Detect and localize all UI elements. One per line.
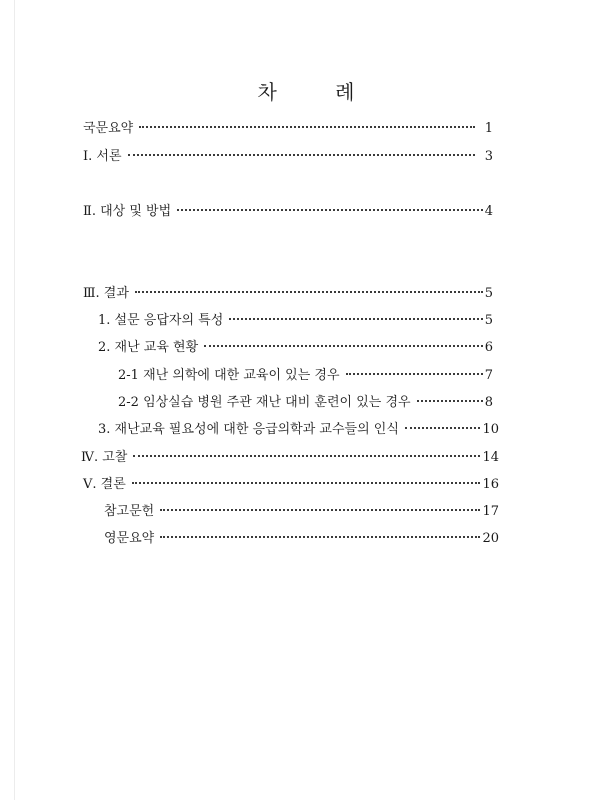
toc-entry-page: 8	[484, 395, 493, 410]
toc-entry-page: 20	[482, 531, 499, 546]
toc-entry-page: 4	[484, 204, 493, 219]
toc-dot-leader	[405, 427, 481, 429]
toc-dot-leader	[133, 455, 480, 457]
toc-entry-label: 2. 재난 교육 현황	[98, 340, 199, 355]
toc-dot-leader	[139, 126, 474, 128]
toc-dot-leader	[177, 209, 483, 211]
toc-entry-page: 5	[484, 286, 493, 301]
toc-entry-conclusion[interactable]	[83, 476, 499, 494]
toc-entry-english-abstract[interactable]	[104, 530, 499, 548]
toc-entry-label: 국문요약	[83, 121, 134, 136]
toc-entry-methods[interactable]	[83, 203, 493, 221]
toc-entry-page: 16	[482, 477, 499, 492]
toc-dot-leader	[128, 154, 475, 156]
toc-entry-respondent-characteristics[interactable]	[98, 312, 493, 330]
toc-entry-page: 5	[484, 313, 493, 328]
toc-entry-page: 6	[484, 340, 493, 355]
toc-entry-page: 10	[482, 422, 499, 437]
toc-entry-page: 14	[482, 450, 499, 465]
toc-entry-label: 참고문헌	[104, 504, 155, 519]
toc-entry-faculty-perception[interactable]	[98, 421, 499, 439]
toc-entry-label: 1. 설문 응답자의 특성	[98, 313, 224, 328]
toc-entry-page: 7	[484, 368, 493, 383]
toc-entry-references[interactable]	[104, 503, 499, 521]
toc-entry-page: 1	[484, 121, 493, 136]
page-edge-line	[14, 0, 15, 800]
toc-entry-discussion[interactable]	[81, 449, 499, 467]
toc-entry-korean-abstract[interactable]	[83, 120, 493, 138]
toc-dot-leader	[204, 345, 483, 347]
toc-entry-page: 17	[482, 504, 499, 519]
toc-entry-label: 3. 재난교육 필요성에 대한 응급의학과 교수들의 인식	[98, 422, 399, 437]
toc-dot-leader	[229, 318, 482, 320]
toc-entry-disaster-medicine-education[interactable]	[118, 367, 493, 385]
toc-entry-label: 2-2 임상실습 병원 주관 재난 대비 훈련이 있는 경우	[118, 395, 411, 410]
toc-title: 차 례	[257, 80, 381, 104]
toc-dot-leader	[160, 536, 480, 538]
toc-entry-hospital-disaster-drill[interactable]	[118, 394, 493, 412]
toc-dot-leader	[417, 400, 483, 402]
toc-dot-leader	[135, 291, 483, 293]
toc-entry-label: Ⅲ. 결과	[83, 286, 129, 301]
toc-entry-page: 3	[484, 149, 493, 164]
toc-entry-label: 영문요약	[104, 531, 155, 546]
toc-entry-label: Ⅳ. 고찰	[81, 450, 128, 465]
toc-dot-leader	[132, 482, 481, 484]
toc-entry-introduction[interactable]	[83, 148, 493, 166]
toc-entry-label: Ⅱ. 대상 및 방법	[83, 204, 172, 219]
toc-dot-leader	[160, 509, 480, 511]
toc-entry-results[interactable]	[83, 285, 493, 303]
toc-entry-label: Ⅰ. 서론	[83, 149, 122, 164]
toc-entry-label: Ⅴ. 결론	[83, 477, 126, 492]
toc-entry-label: 2-1 재난 의학에 대한 교육이 있는 경우	[118, 368, 340, 383]
toc-entry-disaster-education-status[interactable]	[98, 339, 493, 357]
toc-dot-leader	[346, 373, 483, 375]
